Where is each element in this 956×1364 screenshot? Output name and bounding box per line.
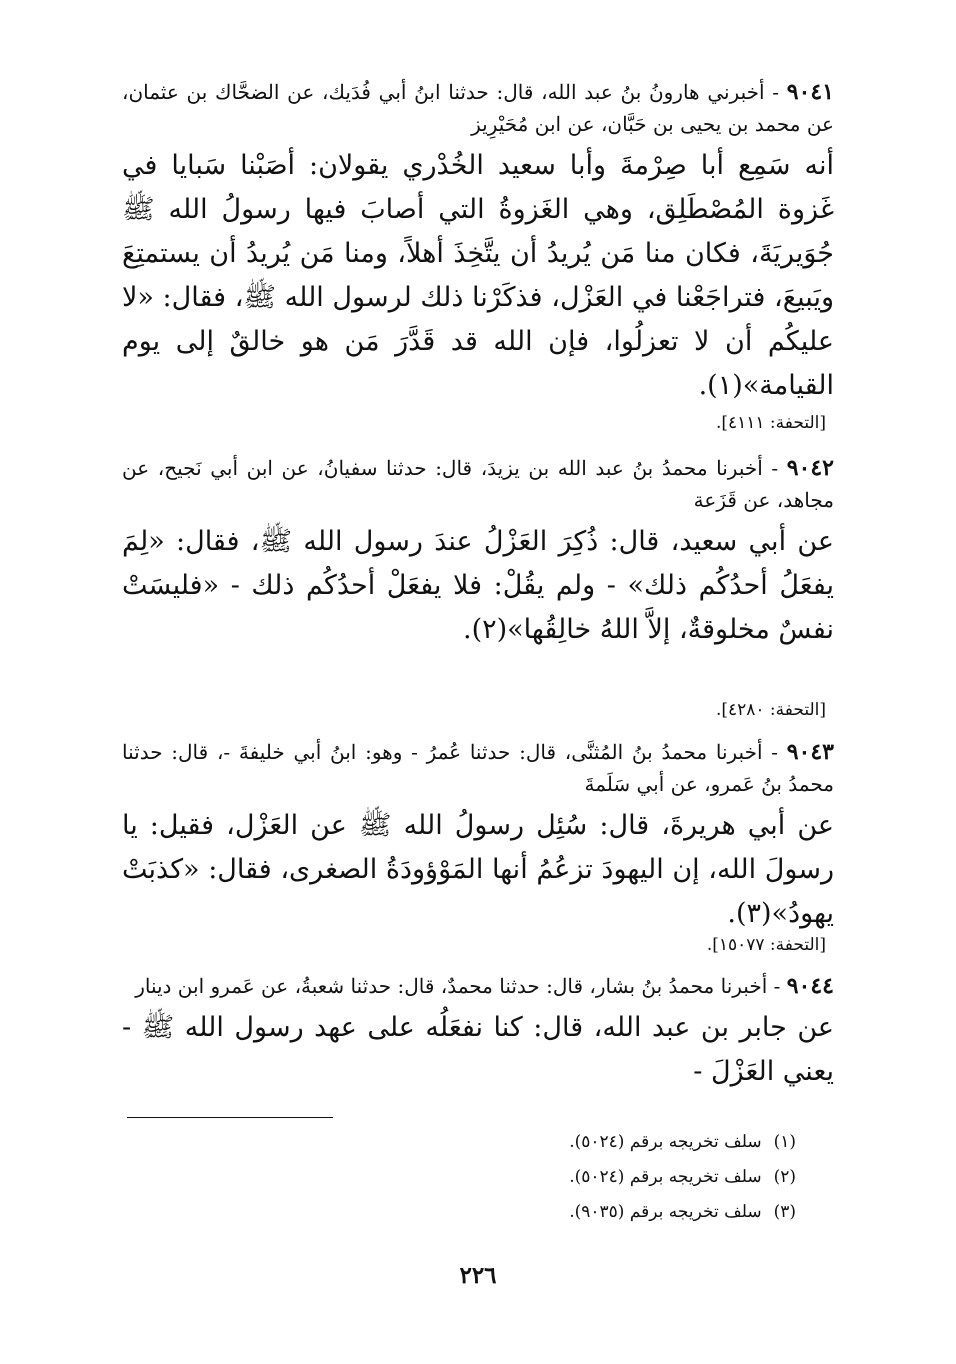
- hadith-isnad: [122, 452, 834, 516]
- footnote-text: سلف تخريجه برقم (٩٠٣٥).: [569, 1202, 762, 1222]
- footnote-text: سلف تخريجه برقم (٥٠٢٤).: [569, 1132, 762, 1152]
- hadith-matn: عن أبي هريرةَ، قال: سُئِل رسولُ الله ﷺ عن العَزْل، فقيل: يا رسولَ الله، إن اليهودَ تزعُمُ أنها المَوْؤودَةُ الصغرى، فقال: «كذبَتْ يهودُ»(٣).: [122, 810, 834, 929]
- separator: -: [764, 80, 787, 104]
- hadith-9043: [122, 736, 834, 936]
- isnad-text: أخبرنا محمدُ بنُ بشار، قال: حدثنا محمدٌ، قال: حدثنا شعبةُ، عن عَمرو ابن دينار: [135, 974, 768, 998]
- page-number: ٢٢٦: [459, 1262, 497, 1289]
- footnote: [569, 1160, 796, 1195]
- footnote: [569, 1125, 796, 1160]
- hadith-9044: [122, 970, 834, 1094]
- separator: -: [762, 740, 787, 764]
- footnote-marker: (٣): [773, 1202, 796, 1222]
- hadith-number: ٩٠٤٣: [786, 739, 834, 765]
- separator: -: [762, 456, 787, 480]
- isnad-text: أخبرني هارونُ بنُ عبد الله، قال: حدثنا ابنُ أبي فُدَيك، عن الضحَّاك بن عثمان، عن محمد بن يحيى بن حَبَّان، عن ابن مُحَيْرِيز: [122, 80, 834, 136]
- footnotes: [569, 1125, 796, 1230]
- hadith-number: ٩٠٤١: [786, 79, 834, 105]
- hadith-9042: [122, 452, 834, 652]
- tuhfa-reference: [التحفة: ٤٢٨٠].: [715, 700, 826, 720]
- footnote-divider: [127, 1117, 333, 1118]
- isnad-text: أخبرنا محمدُ بنُ عبد الله بن يزيدَ، قال: حدثنا سفيانُ، عن ابن أبي نَجيح، عن مجاهد، عن قَزَعة: [122, 456, 834, 512]
- hadith-matn: عن جابر بن عبد الله، قال: كنا نفعَلُه على عهد رسول الله ﷺ - يعني العَزْلَ -: [122, 1012, 834, 1087]
- tuhfa-reference: [التحفة: ١٥٠٧٧].: [706, 935, 826, 955]
- hadith-matn: عن أبي سعيد، قال: ذُكِرَ العَزْلُ عندَ رسول الله ﷺ، فقال: «لِمَ يفعَلُ أحدُكُم ذلك» - ولم يقُلْ: فلا يفعَلْ أحدُكُم ذلك - «فليسَتْ نفسٌ مخلوقةٌ، إلاَّ اللهُ خالِقُها»(٢).: [122, 526, 834, 645]
- hadith-isnad: [122, 970, 834, 1002]
- footnote-marker: (١): [773, 1132, 796, 1152]
- hadith-number: ٩٠٤٤: [786, 973, 834, 999]
- hadith-isnad: [122, 76, 834, 140]
- footnote: [569, 1195, 796, 1230]
- separator: -: [767, 974, 787, 998]
- footnote-marker: (٢): [773, 1167, 796, 1187]
- isnad-text: أخبرنا محمدُ بنُ المُثنَّى، قال: حدثنا عُمرُ - وهو: ابنُ أبي خليفةَ -، قال: حدثنا محمدُ بنُ عَمرو، عن أبي سَلَمةَ: [122, 740, 834, 796]
- footnote-text: سلف تخريجه برقم (٥٠٢٤).: [569, 1167, 762, 1187]
- hadith-isnad: [122, 736, 834, 800]
- hadith-9041: [122, 76, 834, 408]
- hadith-number: ٩٠٤٢: [786, 455, 834, 481]
- tuhfa-reference: [التحفة: ٤١١١].: [715, 413, 826, 433]
- hadith-matn: أنه سَمِع أبا صِرْمةَ وأبا سعيد الخُدْري يقولان: أصَبْنا سَبايا في غَزوة المُصْطَلِق، وهي الغَزوةُ التي أصابَ فيها رسولُ الله ﷺ جُوَيريَةَ، فكان منا مَن يُريدُ أن يتَّخِذَ أهلاً، ومنا مَن يُريدُ أن يستمتِعَ ويَبيعَ، فتراجَعْنا في العَزْل، فذكَرْنا ذلك لرسول الله ﷺ، فقال: «لا عليكُم أن لا تعزلُوا، فإن الله قد قَدَّرَ مَن هو خالقٌ إلى يوم القيامة»(١).: [122, 150, 834, 401]
